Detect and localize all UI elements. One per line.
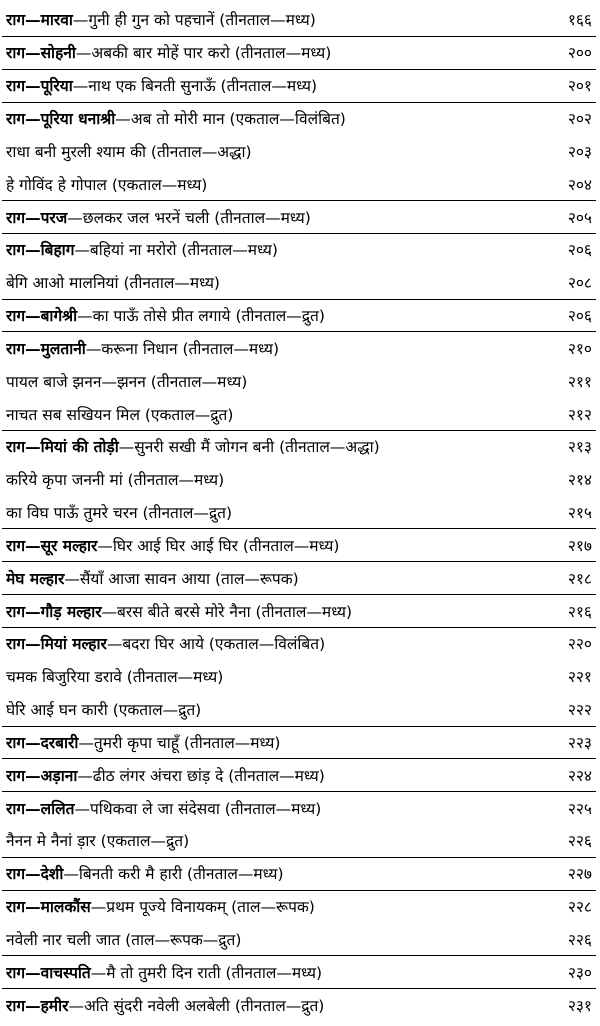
toc-entry-title (6, 960, 522, 986)
raag-name: राग—दरबारी (6, 733, 79, 752)
toc-entry-title (6, 106, 522, 132)
toc-entry-title (6, 402, 522, 428)
toc-entry (6, 73, 592, 99)
page-number: २२६ (567, 832, 592, 851)
composition-title: नवेली नार चली जात (ताल—रूपक—द्रुत) (6, 930, 242, 949)
composition-title: —बहियां ना मरोरो (तीनताल—मध्य) (74, 241, 278, 260)
toc-entry (6, 894, 592, 920)
composition-title: —नाथ एक बिनती सुनाऊँ (तीनताल—मध्य) (72, 77, 318, 96)
page-number: २२० (567, 635, 592, 654)
raag-name: राग—मियां मल्हार (6, 635, 107, 654)
composition-title: हे गोविंद हे गोपाल (एकताल—मध्य) (6, 175, 208, 194)
toc-entry-title (6, 270, 522, 296)
raag-name: राग—मालकौंस (6, 898, 91, 917)
raag-name: राग—सोहनी (6, 44, 76, 63)
section-divider (2, 69, 596, 70)
raag-name: राग—मियां की तोड़ी (6, 438, 119, 457)
toc-entry (6, 566, 592, 592)
toc-entry-title (6, 828, 522, 854)
toc-entry-title (6, 664, 522, 690)
page-number: २०२ (567, 109, 592, 128)
section-divider (2, 627, 596, 628)
page-number: २२७ (567, 865, 592, 884)
page-number: २१६ (567, 602, 592, 621)
page-number: २१८ (567, 569, 592, 588)
toc-entry (6, 533, 592, 559)
toc-entry (6, 730, 592, 756)
toc-entry (6, 369, 592, 395)
composition-title: का विघ पाऊँ तुमरे चरन (तीनताल—द्रुत) (6, 504, 233, 522)
toc-entry (6, 303, 592, 329)
composition-title: —मै तो तुमरी दिन राती (तीनताल—मध्य) (90, 963, 323, 982)
toc-entry (6, 599, 592, 625)
page-number: १६६ (567, 11, 592, 30)
toc-entry (6, 7, 592, 33)
toc-entry (6, 927, 592, 953)
section-divider (2, 758, 596, 759)
section-divider (2, 528, 596, 529)
toc-entry (6, 763, 592, 789)
section-divider (2, 430, 596, 431)
toc-entry (6, 402, 592, 428)
page-number: २०१ (567, 77, 592, 96)
raag-name: राग—मुलतानी (6, 339, 86, 358)
page-number: २२३ (567, 733, 592, 752)
composition-title: —घिर आई घिर आई घिर (तीनताल—मध्य) (97, 536, 340, 555)
page-number: २२१ (567, 668, 592, 687)
section-divider (2, 857, 596, 858)
composition-title: —अबकी बार मोहें पार करो (तीनताल—मध्य) (75, 44, 332, 63)
page-number: २२६ (567, 930, 592, 949)
toc-entry (6, 434, 592, 460)
toc-entry (6, 467, 592, 493)
composition-title: —सैंयाँ आजा सावन आया (ताल—रूपक) (64, 569, 299, 588)
composition-title: —पथिकवा ले जा संदेसवा (तीनताल—मध्य) (74, 799, 322, 818)
section-divider (2, 890, 596, 891)
toc-entry (6, 270, 592, 296)
section-divider (2, 955, 596, 956)
composition-title: —अति सुंदरी नवेली अलबेली (तीनताल—द्रुत) (68, 996, 325, 1015)
composition-title: —तुमरी कृपा चाहूँ (तीनताल—मध्य) (78, 733, 281, 752)
raag-name: राग—देशी (6, 865, 64, 884)
page-number: २१० (567, 339, 592, 358)
toc-entry-title (6, 533, 522, 559)
toc-entry-title (6, 237, 522, 263)
page-number: २१७ (567, 536, 592, 555)
raag-name: राग—हमीर (6, 996, 69, 1015)
page-number: २२८ (567, 898, 592, 917)
section-divider (2, 233, 596, 234)
section-divider (2, 791, 596, 792)
composition-title: —प्रथम पूज्ये विनायकम् (ताल—रूपक) (90, 898, 315, 917)
page-number: २०६ (567, 241, 592, 260)
toc-entry-title (6, 336, 522, 362)
section-divider (2, 200, 596, 201)
raag-name: राग—ललित (6, 799, 75, 818)
raag-name: राग—वाचस्पति (6, 963, 91, 982)
toc-entry (6, 631, 592, 657)
toc-entry (6, 697, 592, 723)
raag-name: राग—गौड़ मल्हार (6, 602, 102, 621)
page-number: २२४ (567, 766, 592, 785)
toc-entry-title (6, 205, 522, 231)
composition-title: नाचत सब सखियन मिल (एकताल—द्रुत) (6, 405, 234, 424)
page-number: २१२ (567, 405, 592, 424)
composition-title: —का पाऊँ तोसे प्रीत लगाये (तीनताल—द्रुत) (77, 307, 325, 325)
toc-entry (6, 993, 592, 1019)
page-number: २१३ (567, 438, 592, 457)
composition-title: —छलकर जल भरनें चली (तीनताल—मध्य) (67, 208, 311, 227)
toc-entry-title (6, 139, 522, 165)
section-divider (2, 102, 596, 103)
composition-title: —बिनती करी मै हारी (तीनताल—मध्य) (63, 865, 284, 884)
toc-entry-title (6, 172, 522, 198)
toc-entry-title (6, 861, 522, 887)
composition-title: करिये कृपा जननी मां (तीनताल—मध्य) (6, 471, 225, 490)
toc-entry (6, 172, 592, 198)
page-number: २११ (567, 372, 592, 391)
page-number: २०३ (567, 142, 592, 161)
toc-entry-title (6, 369, 522, 395)
toc-entry-title (6, 763, 522, 789)
toc-entry-title (6, 73, 522, 99)
page-number: २२२ (567, 701, 592, 719)
raag-name: राग—सूर मल्हार (6, 536, 98, 555)
toc-entry-title (6, 40, 522, 66)
toc-entry-title (6, 500, 522, 526)
page-number: २०४ (567, 175, 592, 194)
toc-entry-title (6, 730, 522, 756)
toc-entry-title (6, 894, 522, 920)
page-number: २०० (567, 44, 592, 63)
section-divider (2, 561, 596, 562)
toc-entry-title (6, 566, 522, 592)
composition-title: —ढीठ लंगर अंचरा छांड़ दे (तीनताल—मध्य) (77, 766, 325, 785)
composition-title: बेगि आओ मालनियां (तीनताल—मध्य) (6, 274, 220, 293)
composition-title: चमक बिजुरिया डरावे (तीनताल—मध्य) (6, 668, 224, 687)
raag-name: राग—मारवा (6, 11, 73, 30)
section-divider (2, 36, 596, 37)
toc-entry-title (6, 467, 522, 493)
composition-title: —बरस बीते बरसे मोरे नैना (तीनताल—मध्य) (101, 602, 353, 621)
composition-title: पायल बाजे झनन—झनन (तीनताल—मध्य) (6, 372, 248, 391)
page-number: २२५ (567, 799, 592, 818)
toc-entry (6, 336, 592, 362)
raag-name: राग—परज (6, 208, 68, 227)
page-number: २०६ (567, 307, 592, 325)
page-number: २०५ (567, 208, 592, 227)
composition-title: राधा बनी मुरली श्याम की (तीनताल—अद्धा) (6, 142, 252, 161)
page-number: २१४ (567, 471, 592, 490)
raag-name: मेघ मल्हार (6, 569, 65, 588)
page-number: २३० (567, 963, 592, 982)
toc-entry-title (6, 303, 522, 329)
raag-name: राग—अड़ाना (6, 766, 78, 785)
raag-name: राग—पूरिया धनाश्री (6, 109, 116, 128)
raag-name: राग—बिहाग (6, 241, 75, 260)
toc-entry-title (6, 697, 522, 723)
toc-entry (6, 960, 592, 986)
toc-entry (6, 205, 592, 231)
raag-name: राग—पूरिया (6, 77, 73, 96)
toc-entry-title (6, 927, 522, 953)
composition-title: —अब तो मोरी मान (एकताल—विलंबित) (115, 109, 346, 128)
composition-title: —करूना निधान (तीनताल—मध्य) (85, 339, 280, 358)
page-number: २०८ (567, 274, 592, 293)
toc-entry (6, 237, 592, 263)
section-divider (2, 331, 596, 332)
page-number: २१५ (567, 504, 592, 522)
toc-entry (6, 500, 592, 526)
toc-entry (6, 664, 592, 690)
page-number: २३१ (567, 996, 592, 1015)
section-divider (2, 594, 596, 595)
toc-entry-title (6, 796, 522, 822)
toc-entry (6, 796, 592, 822)
raag-name: राग—बागेश्री (6, 307, 78, 325)
section-divider (2, 299, 596, 300)
composition-title: —सुनरी सखी मैं जोगन बनी (तीनताल—अद्धा) (118, 438, 380, 457)
toc-entry (6, 861, 592, 887)
toc-entry-title (6, 434, 522, 460)
toc-entry (6, 40, 592, 66)
composition-title: —बदरा घिर आये (एकताल—विलंबित) (106, 635, 326, 654)
toc-entry (6, 139, 592, 165)
composition-title: —गुनी ही गुन को पहचानें (तीनताल—मध्य) (72, 11, 316, 30)
toc-entry-title (6, 993, 522, 1019)
section-divider (2, 988, 596, 989)
toc-entry-title (6, 7, 522, 33)
toc-entry (6, 106, 592, 132)
composition-title: घेरि आई घन कारी (एकताल—द्रुत) (6, 701, 202, 719)
composition-title: नैनन मे नैनां ड़ार (एकताल—द्रुत) (6, 832, 190, 851)
toc-entry-title (6, 631, 522, 657)
toc-entry-title (6, 599, 522, 625)
section-divider (2, 726, 596, 727)
toc-entry (6, 828, 592, 854)
